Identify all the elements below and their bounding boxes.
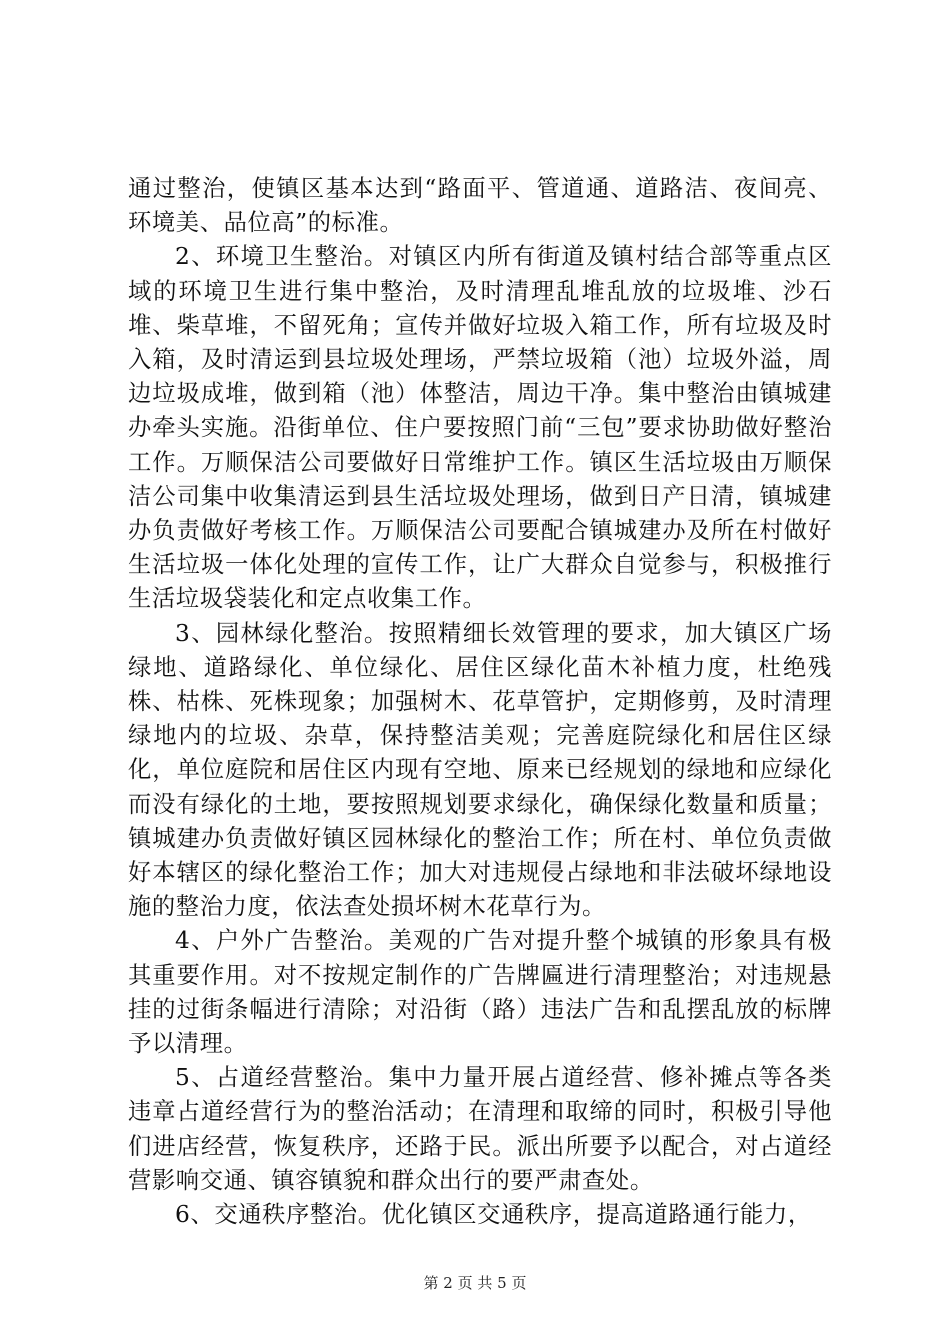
paragraph-sanitation: 2、环境卫生整治。对镇区内所有街道及镇村结合部等重点区域的环境卫生进行集中整治，及时清理乱堆乱放的垃圾堆、沙石堆、柴草堆，不留死角；宣传并做好垃圾入箱工作，所有垃圾及时入箱，及时清运到县垃圾处理场，严禁垃圾箱（池）垃圾外溢，周边垃圾成堆，做到箱（池）体整洁，周边干净。集中整治由镇城建办牵头实施。沿街单位、住户要按照门前“三包”要求协助做好整治工作。万顺保洁公司要做好日常维护工作。镇区生活垃圾由万顺保洁公司集中收集清运到县生活垃圾处理场，做到日产日清，镇城建办负责做好考核工作。万顺保洁公司要配合镇城建办及所在村做好生活垃圾一体化处理的宣传工作，让广大群众自觉参与，积极推行生活垃圾袋装化和定点收集工作。 (128, 243, 832, 613)
paragraph-advertising: 4、户外广告整治。美观的广告对提升整个城镇的形象具有极其重要作用。对不按规定制作的广告牌匾进行清理整治；对违规悬挂的过街条幅进行清除；对沿街（路）违法广告和乱摆乱放的标牌予以清理。 (128, 927, 832, 1058)
paragraph-traffic: 6、交通秩序整治。优化镇区交通秩序，提高道路通行能力， (175, 1201, 812, 1229)
page-number-footer: 第 2 页 共 5 页 (423, 1274, 527, 1292)
paragraph-greening: 3、园林绿化整治。按照精细长效管理的要求，加大镇区广场绿地、道路绿化、单位绿化、居住区绿化苗木补植力度，杜绝残株、枯株、死株现象；加强树木、花草管护，定期修剪，及时清理绿地内的垃圾、杂草，保持整洁美观；完善庭院绿化和居住区绿化，单位庭院和居住区内现有空地、原来已经规划的绿地和应绿化而没有绿化的土地，要按照规划要求绿化，确保绿化数量和质量；镇城建办负责做好镇区园林绿化的整治工作；所在村、单位负责做好本辖区的绿化整治工作；加大对违规侵占绿地和非法破坏绿地设施的整治力度，依法查处损坏树木花草行为。 (128, 619, 832, 921)
paragraph-street-vending: 5、占道经营整治。集中力量开展占道经营、修补摊点等各类违章占道经营行为的整治活动；在清理和取缔的同时，积极引导他们进店经营，恢复秩序，还路于民。派出所要予以配合，对占道经营影响交通、镇容镇貌和群众出行的要严肃查处。 (128, 1064, 832, 1194)
paragraph-continuation: 通过整治，使镇区基本达到“路面平、管道通、道路洁、夜间亮、环境美、品位高”的标准。 (128, 175, 832, 237)
document-body (128, 172, 832, 1232)
